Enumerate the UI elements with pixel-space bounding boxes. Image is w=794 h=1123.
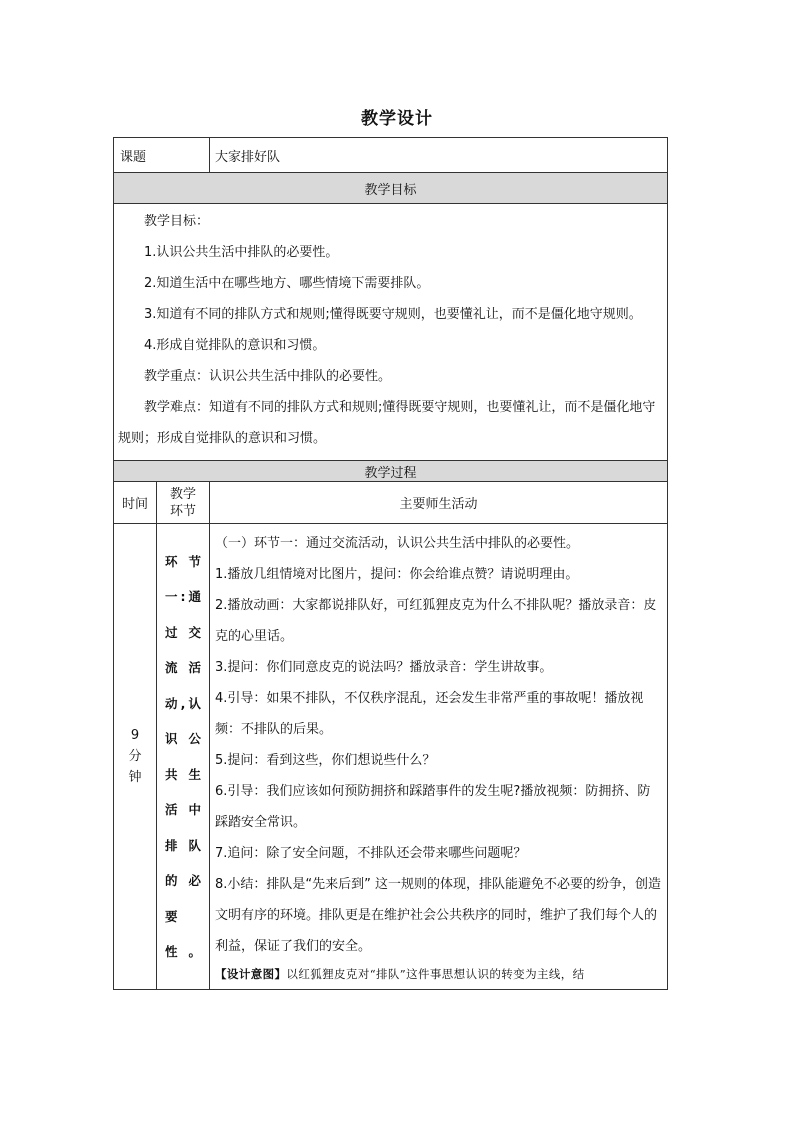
stage-column-header-text: 教学环节	[169, 486, 196, 519]
process-section-header: 教学过程	[114, 461, 668, 482]
goals-header-row	[114, 173, 668, 204]
goals-content-row	[114, 204, 668, 461]
topic-label: 课题	[114, 138, 210, 173]
stage-column-header	[157, 482, 210, 524]
goal-item: 1.认识公共生活中排队的必要性。	[144, 245, 339, 260]
design-intent-text: 以红狐狸皮克对“排队”这件事思想认识的转变为主线，结	[286, 967, 585, 981]
activity-cell	[210, 524, 668, 990]
goal-item: 2.知道生活中在哪些地方、哪些情境下需要排队。	[144, 276, 430, 291]
activity-column-header: 主要师生活动	[210, 482, 668, 524]
activity-item: 2.播放动画：大家都说排队好，可红狐狸皮克为什么不排队呢？播放录音：皮克的心里话。	[215, 598, 657, 644]
activity-summary: 8.小结：排队是“先来后到” 这一规则的体现，排队能避免不必要的纷争，创造文明有序的环境。排队更是在维护社会公共秩序的同时，维护了我们每个人的利益，保证了我们的安全。	[215, 877, 662, 954]
goals-intro: 教学目标：	[144, 214, 210, 229]
stage-value: 环节一:通过交流活动,认识公共生活中排队的必要性。	[165, 553, 201, 959]
difficult-point: 教学难点：知道有不同的排队方式和规则;懂得既要守规则，也要懂礼让，而不是僵化地守规则；形成自觉排队的意识和习惯。	[118, 400, 656, 446]
design-intent-tag: 【设计意图】	[215, 967, 287, 981]
activity-item: 5.提问：看到这些，你们想说些什么？	[215, 753, 436, 768]
activity-heading: （一）环节一：通过交流活动，认识公共生活中排队的必要性。	[215, 536, 580, 551]
process-header-row	[114, 461, 668, 482]
activity-item: 4.引导：如果不排队，不仅秩序混乱，还会发生非常严重的事故呢！播放视频：不排队的后果。	[215, 691, 644, 737]
activity-item: 7.追问：除了安全问题，不排队还会带来哪些问题呢？	[215, 846, 527, 861]
stage-cell	[157, 524, 210, 990]
process-column-header-row	[114, 482, 668, 524]
activity-item: 6.引导：我们应该如何预防拥挤和踩踏事件的发生呢?播放视频：防拥挤、防踩踏安全常识。	[215, 784, 651, 830]
design-intent	[215, 962, 662, 986]
time-cell	[114, 524, 157, 990]
activity-item: 3.提问：你们同意皮克的说法吗？播放录音：学生讲故事。	[215, 660, 553, 675]
time-value: 9分钟	[128, 728, 142, 785]
goals-content	[114, 204, 668, 461]
process-row	[114, 524, 668, 990]
topic-row	[114, 138, 668, 173]
key-point: 教学重点：认识公共生活中排队的必要性。	[144, 369, 392, 384]
time-column-header: 时间	[114, 482, 157, 524]
goal-item: 3.知道有不同的排队方式和规则;懂得既要守规则，也要懂礼让，而不是僵化地守规则。	[144, 307, 642, 322]
goal-item: 4.形成自觉排队的意识和习惯。	[144, 338, 326, 353]
topic-value: 大家排好队	[210, 138, 668, 173]
goals-section-header: 教学目标	[114, 173, 668, 204]
lesson-plan-table	[113, 137, 668, 990]
document-title: 教学设计	[361, 109, 433, 129]
activity-item: 1.播放几组情境对比图片，提问：你会给谁点赞？请说明理由。	[215, 567, 579, 582]
